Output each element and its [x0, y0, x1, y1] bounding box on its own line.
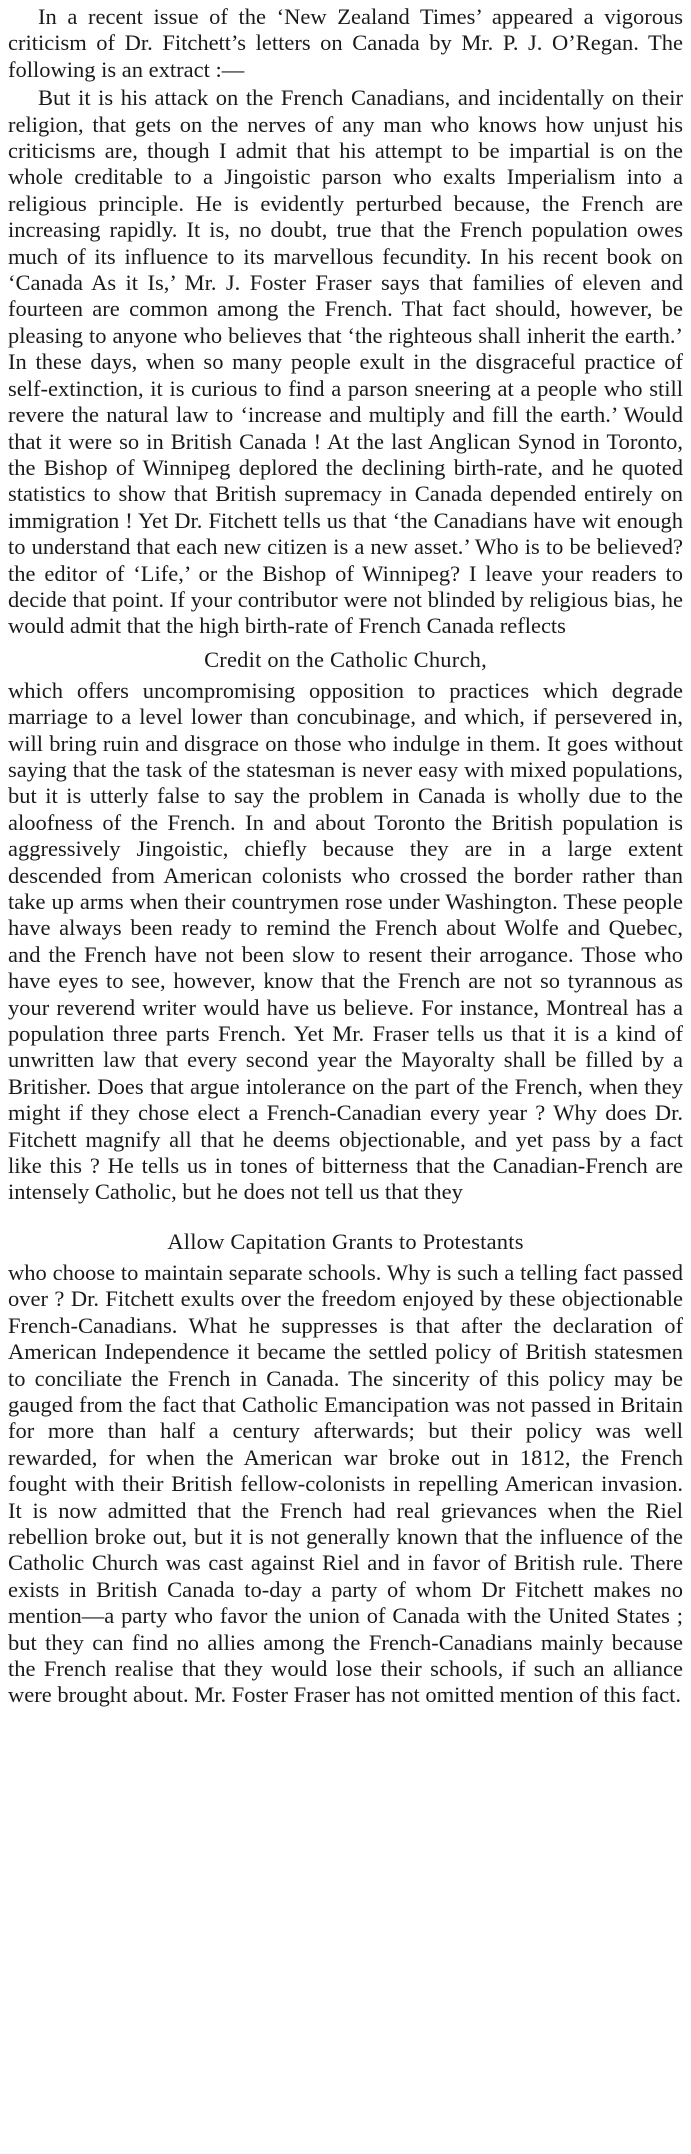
body-paragraph-1: But it is his attack on the French Canadians, and incidentally on their religion, that gets on the nerves of any man who knows how unjust his criticisms are, though I admit that his attempt to be impartial is on the whole creditable to a Jingoistic parson who exalts Imperialism into a religious principle. He is evidently perturbed because, the French are increasing rapidly. It is, no doubt, true that the French population owes much of its influence to its marvellous fecundity. In his recent book on ‘Canada As it Is,’ Mr. J. Foster Fraser says that families of eleven and fourteen are common among the French. That fact should, however, be pleasing to anyone who believes that ‘the righteous shall inherit the earth.’ In these days, when so many people exult in the disgraceful practice of self-extinction, it is curious to find a parson sneering at a people who still revere the natural law to ‘increase and multiply and fill the earth.’ Would that it were so in British Canada ! At the last Anglican Synod in Toronto, the Bishop of Winnipeg deplored the declining birth-rate, and he quoted statistics to show that British supremacy in Canada depended entirely on immigration ! Yet Dr. Fitchett tells us that ‘the Canadians have wit enough to understand that each new citizen is a new asset.’ Who is to be believed? the editor of ‘Life,’ or the Bishop of Winnipeg? I leave your readers to decide that point. If your contributor were not blinded by religious bias, he would admit that the high birth-rate of French Canada reflects	[8, 85, 683, 639]
intro-paragraph: In a recent issue of the ‘New Zealand Times’ appeared a vigorous criticism of Dr. Fitchett’s letters on Canada by Mr. P. J. O’Regan. The following is an extract :—	[8, 4, 683, 82]
subheading-capitation-grants: Allow Capitation Grants to Protestants	[167, 1228, 524, 1254]
body-paragraph-2: which offers uncompromising opposition to practices which degrade marriage to a level lower than concubinage, and which, if persevered in, will bring ruin and disgrace on those who indulge in them. It goes without saying that the task of the statesman is never easy with mixed populations, but it is utterly false to say the problem in Canada is wholly due to the aloofness of the French. In and about Toronto the British population is aggressively Jingoistic, chiefly because they are in a large extent descended from American colonists who crossed the border rather than take up arms when their countrymen rose under Washington. These people have always been ready to remind the French about Wolfe and Quebec, and the French have not been slow to resent their arrogance. Those who have eyes to see, however, know that the French are not so tyrannous as your reverend writer would have us believe. For instance, Montreal has a population three parts French. Yet Mr. Fraser tells us that it is a kind of unwritten law that every second year the Mayoralty shall be filled by a Britisher. Does that argue intolerance on the part of the French, when they might if they chose elect a French-Canadian every year ? Why does Dr. Fitchett magnify all that he deems objectionable, and yet pass by a fact like this ? He tells us in tones of bitterness that the Canadian-French are intensely Catholic, but he does not tell us that they	[8, 677, 683, 1205]
body-paragraph-3: who choose to maintain separate schools. Why is such a telling fact passed over ? Dr. Fitchett exults over the freedom enjoyed by these objectionable French-Canadians. What he suppresses is that after the declaration of American Independence it became the settled policy of British statesmen to conciliate the French in Canada. The sincerity of this policy may be gauged from the fact that Catholic Emancipation was not passed in Britain for more than half a century afterwards; but their policy was well rewarded, for when the American war broke out in 1812, the French fought with their British fellow-colonists in repelling American invasion. It is now admitted that the French had real grievances when the Riel rebellion broke out, but it is not generally known that the influence of the Catholic Church was cast against Riel and in favor of British rule. There exists in British Canada to-day a party of whom Dr Fitchett makes no mention—a party who favor the union of Canada with the United States ; but they can find no allies among the French-Canadians mainly because the French realise that they would lose their schools, if such an alliance were brought about. Mr. Foster Fraser has not omitted mention of this fact.	[8, 1259, 683, 1708]
subheading-credit-catholic-church: Credit on the Catholic Church,	[204, 646, 487, 672]
